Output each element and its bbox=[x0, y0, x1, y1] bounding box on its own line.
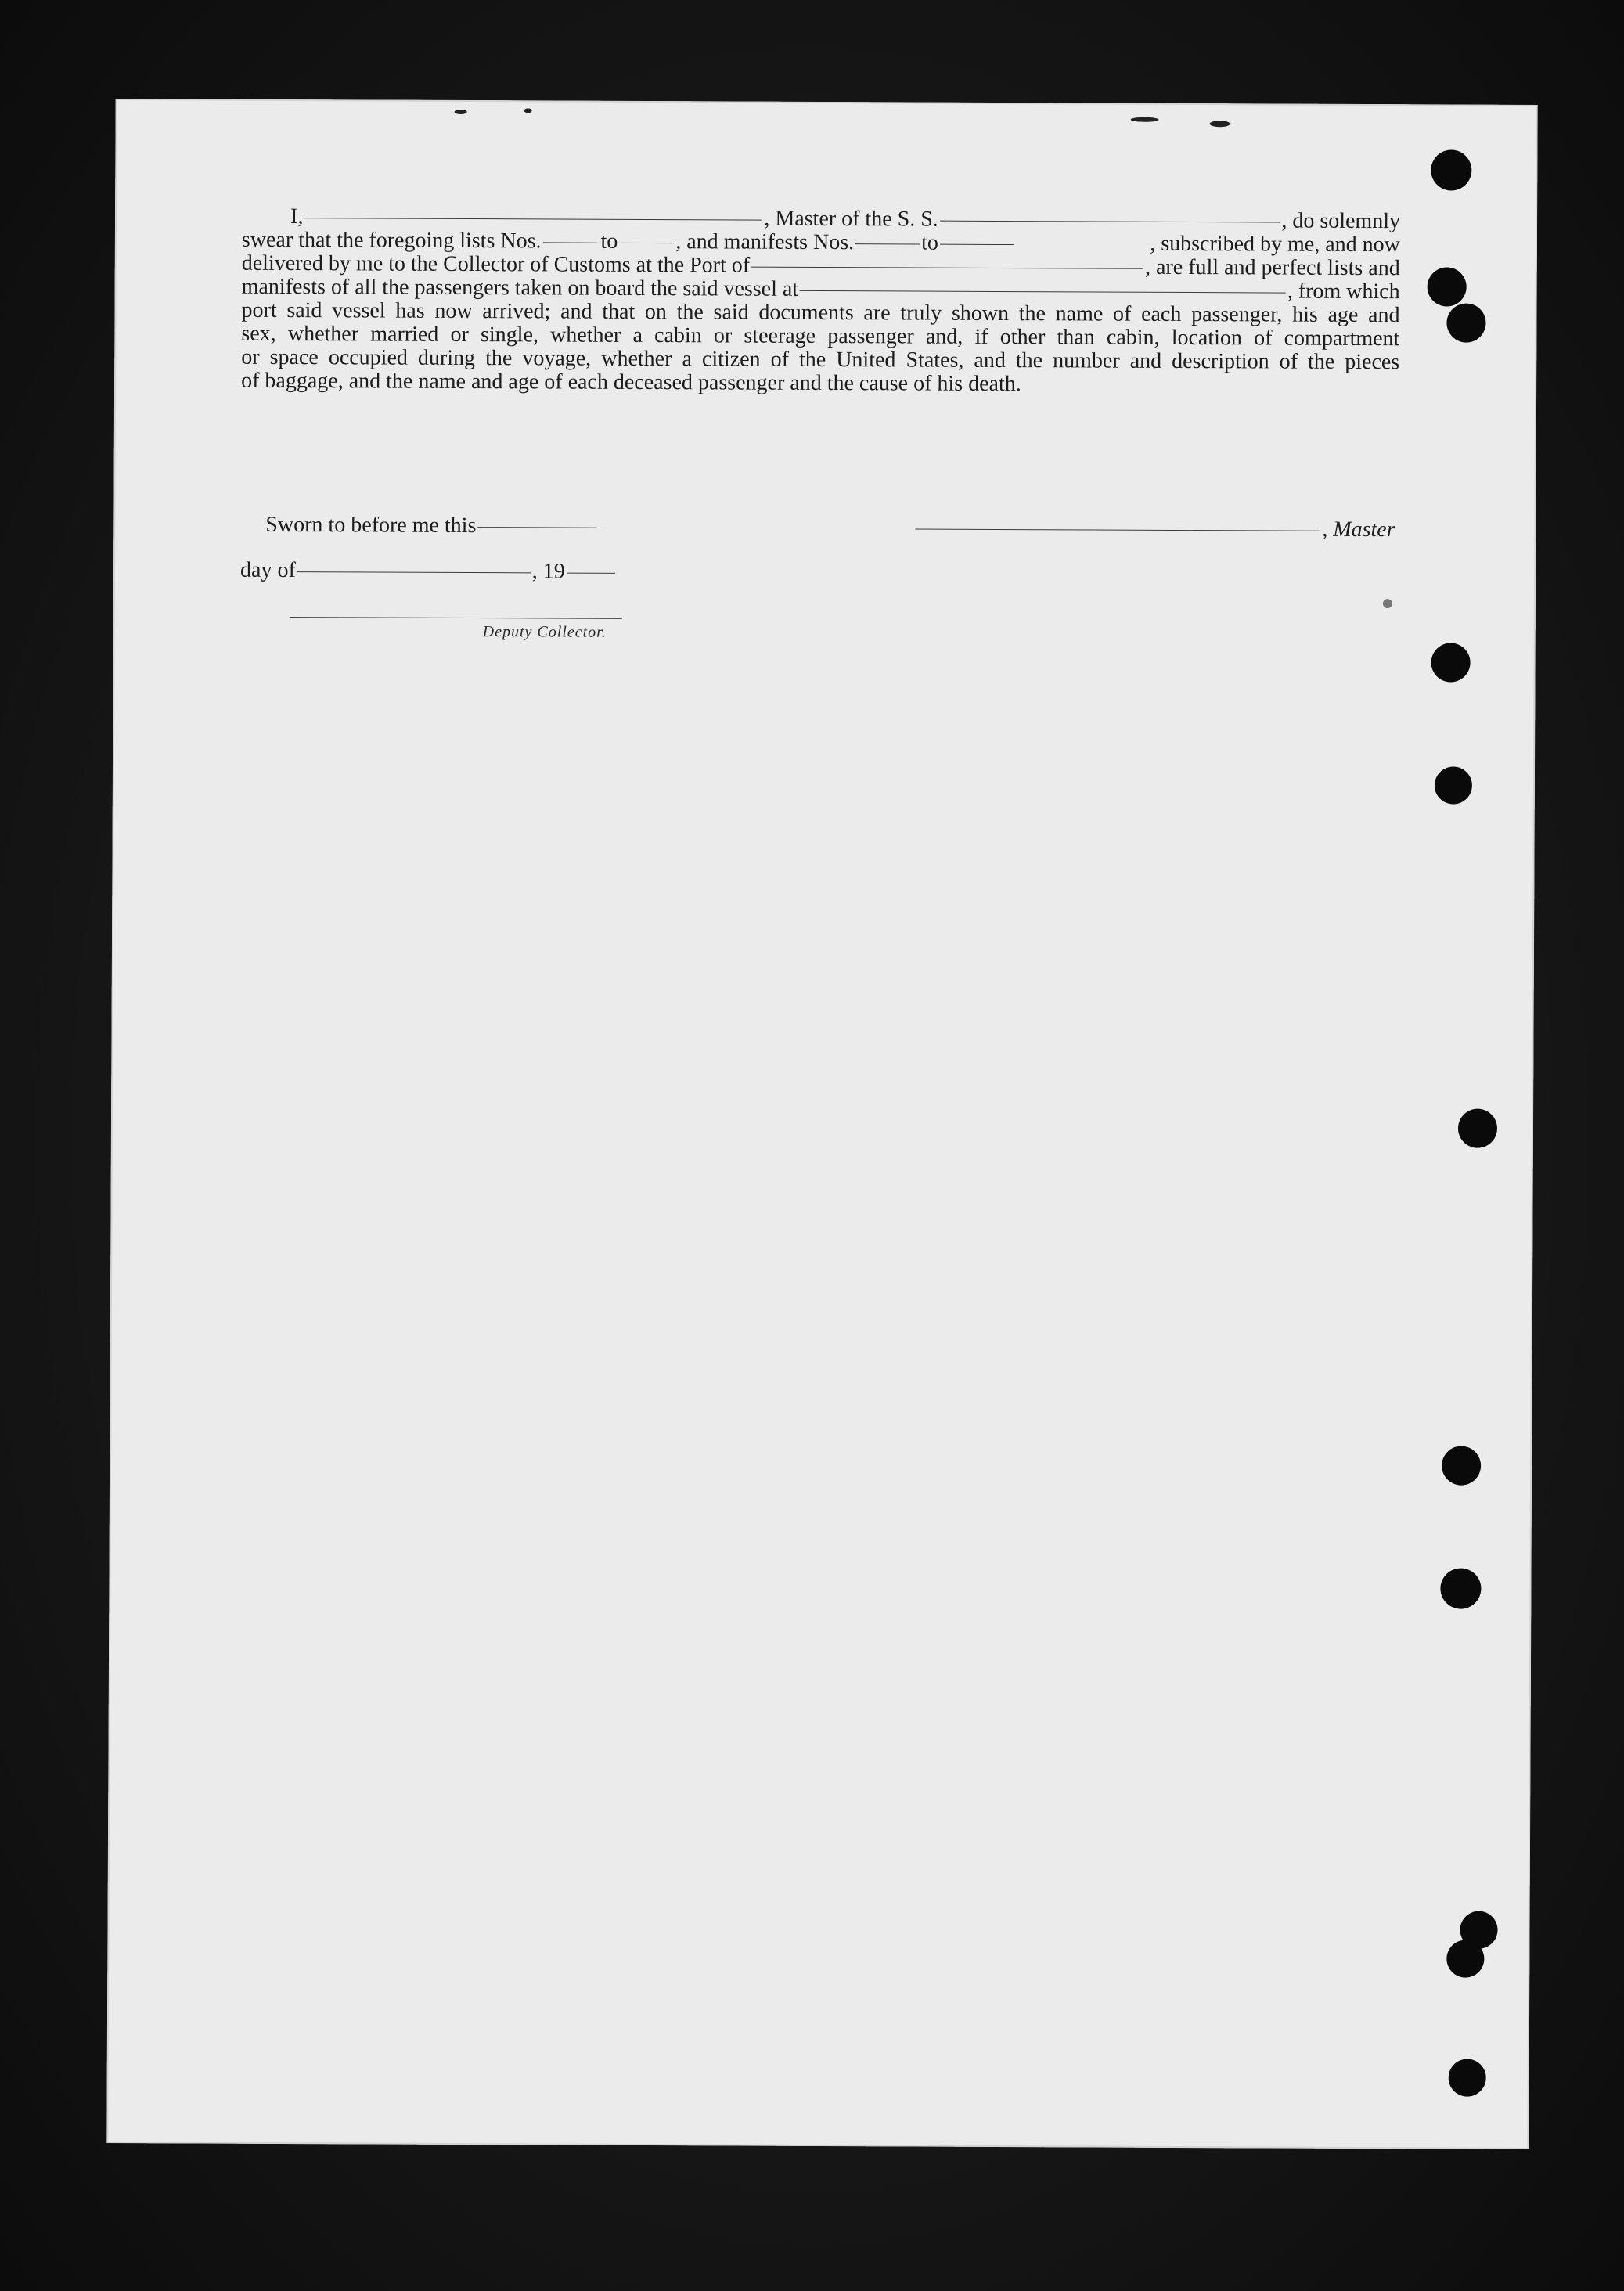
year-prefix: , 19 bbox=[531, 559, 565, 584]
oath-to-1: to bbox=[600, 229, 618, 254]
scan-speck bbox=[455, 110, 467, 114]
punch-hole bbox=[1431, 643, 1470, 682]
master-name-blank bbox=[304, 218, 762, 221]
day-of-text: day of bbox=[240, 557, 296, 583]
oath-master-of-ss: , Master of the S. S. bbox=[764, 206, 938, 232]
oath-lists-nos: swear that the foregoing lists Nos. bbox=[241, 227, 542, 254]
oath-line-6: sex, whether married or single, whether a cabin or steerage passenger and, if other than cabin, location of compartment bbox=[241, 321, 1400, 351]
year-blank bbox=[567, 573, 615, 574]
punch-hole bbox=[1446, 303, 1485, 342]
oath-i: I, bbox=[290, 204, 304, 229]
oath-to-2: to bbox=[921, 230, 938, 255]
punch-hole bbox=[1446, 1940, 1484, 1977]
punch-hole bbox=[1431, 149, 1471, 190]
punch-hole bbox=[1440, 1568, 1481, 1608]
punch-hole bbox=[1442, 1446, 1481, 1485]
master-label: , Master bbox=[1322, 517, 1395, 542]
sworn-day-blank bbox=[477, 527, 601, 528]
sworn-block bbox=[240, 513, 603, 539]
port-blank bbox=[751, 266, 1143, 269]
punch-hole bbox=[1449, 2059, 1486, 2097]
oath-from-which: , from which bbox=[1287, 279, 1400, 304]
punch-hole bbox=[1435, 766, 1472, 804]
manifest-to-blank bbox=[940, 244, 1014, 245]
deputy-signature-line bbox=[290, 616, 622, 619]
oath-vessel-at: manifests of all the passengers taken on board the said vessel at bbox=[241, 274, 799, 301]
oath-port-of: delivered by me to the Collector of Customs at the Port of bbox=[241, 250, 751, 278]
scan-speck bbox=[524, 108, 532, 113]
departure-port-blank bbox=[800, 290, 1286, 294]
oath-line-8: of baggage, and the name and age of each deceased passenger and the cause of his death. bbox=[241, 368, 1021, 397]
scan-speck bbox=[1383, 599, 1392, 608]
sworn-text: Sworn to before me this bbox=[265, 512, 477, 539]
oath-line-7: or space occupied during the voyage, whether a citizen of the United States, and the number and description of the pieces bbox=[241, 344, 1400, 375]
sworn-row bbox=[240, 513, 603, 539]
day-row bbox=[240, 558, 617, 585]
master-signature bbox=[913, 516, 1395, 543]
punch-hole bbox=[1428, 267, 1467, 306]
scan-speck bbox=[1210, 121, 1230, 127]
list-from-blank bbox=[543, 242, 600, 243]
oath-manifests-nos: , and manifests Nos. bbox=[675, 229, 855, 255]
ship-name-blank bbox=[940, 220, 1280, 223]
deputy-collector-label: Deputy Collector. bbox=[482, 623, 607, 641]
month-blank bbox=[297, 571, 531, 573]
oath-subscribed: , subscribed by me, and now bbox=[1150, 231, 1400, 258]
oath-line-5: port said vessel has now arrived; and that on the said documents are truly shown the name of each passenger, his age and bbox=[241, 297, 1400, 328]
deputy-collector-signature bbox=[290, 616, 622, 642]
manifest-from-blank bbox=[855, 243, 920, 244]
oath-do-solemnly: , do solemnly bbox=[1281, 208, 1401, 234]
scan-speck bbox=[1131, 117, 1159, 122]
punch-hole bbox=[1458, 1109, 1497, 1148]
oath-full-perfect: , are full and perfect lists and bbox=[1144, 254, 1400, 281]
master-signature-line bbox=[915, 529, 1320, 531]
document-page bbox=[106, 99, 1537, 2149]
oath-paragraph bbox=[241, 205, 1400, 398]
